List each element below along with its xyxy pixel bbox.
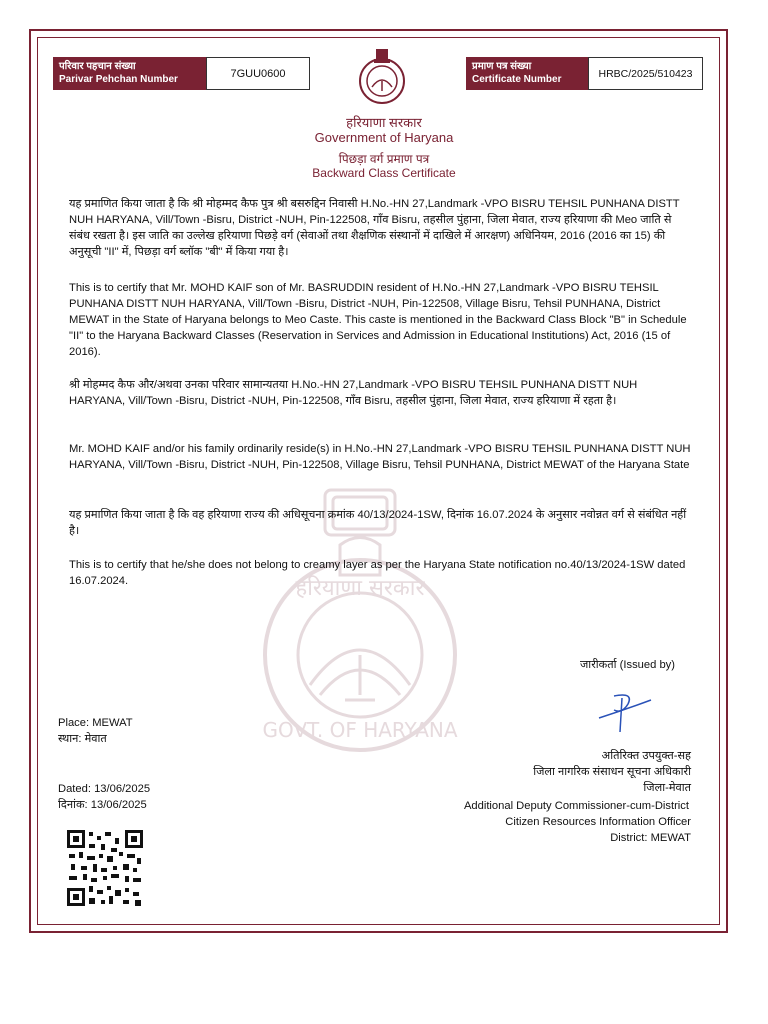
dated-hi: दिनांक: 13/06/2025 xyxy=(58,799,147,811)
issued-by: जारीकर्ता (Issued by) xyxy=(580,659,675,671)
cert-label-en: Certificate Number xyxy=(472,74,562,85)
para-2-en: Mr. MOHD KAIF and/or his family ordinarily reside(s) in H.No.-HN 27,Landmark -VPO BISRU TEHSIL PUNHANA DISTT NUH HARYANA, Vill/Town -Bisru, District -NUH, Pin-122508, Village Bisru, Tehsil PUNHANA, District MEWAT of the Haryana State xyxy=(69,443,691,471)
para-3-en: This is to certify that he/she does not belong to creamy layer as per the Haryana State notification no.40/13/2024-1SW dated 16.07.2024. xyxy=(69,559,686,587)
cert-label-hi: प्रमाण पत्र संख्या xyxy=(472,61,532,72)
ppn-label-en: Parivar Pehchan Number xyxy=(59,74,178,85)
officer-hi-2: जिला नागरिक संसाधन सूचना अधिकारी xyxy=(533,766,691,778)
officer-en-3: District: MEWAT xyxy=(610,832,691,844)
dated-en: Dated: 13/06/2025 xyxy=(58,783,151,795)
para-1-en: This is to certify that Mr. MOHD KAIF son of Mr. BASRUDDIN resident of H.No.-HN 27,Landmark -VPO BISRU TEHSIL PUNHANA DISTT NUH HARYANA, Vill/Town -Bisru, District -NUH, Pin-122508, Village Bisru, Tehsil PUNHANA, District MEWAT in the State of Haryana belongs to Meo Caste. This caste is mentioned in the Backward Class Block "B" in Schedule "II" to the Haryana Backward Classes (Reservation in Services and Admission in Educational Institutions) Act, 2016 (15 of 2016). xyxy=(69,282,687,358)
ppn-value: 7GUU0600 xyxy=(206,57,310,90)
gov-title-en: Government of Haryana xyxy=(314,130,454,145)
para-1-hi: यह प्रमाणित किया जाता है कि श्री मोहम्मद कैफ पुत्र श्री बसरुद्दिन निवासी H.No.-HN 27,Landmark -VPO BISRU TEHSIL PUNHANA DISTT NUH HARYANA, Vill/Town -Bisru, District -NUH, Pin-122508, गाँव Bisru, तहसील पुंहाना, जिला मेवात, राज्य हरियाणा की Meo जाति से संबंध रखता है। इस जाति का उल्लेख हरियाणा पिछड़े वर्ग (सेवाओं तथा शैक्षणिक संस्थानों में दाखिले में आरक्षण) अधिनियम, 2016 (2016 का 15) की अनुसूची "II" में, पिछड़ा वर्ग ब्लॉक "बी" में किया गया है। xyxy=(69,198,680,258)
cert-title-hi: पिछड़ा वर्ग प्रमाण पत्र xyxy=(338,152,430,166)
place-hi: स्थान: मेवात xyxy=(58,733,107,745)
officer-hi-3: जिला-मेवात xyxy=(643,782,691,794)
watermark-hi-text: हरियाणा सरकार xyxy=(295,576,425,601)
haryana-emblem-icon xyxy=(356,47,408,107)
cert-title-en: Backward Class Certificate xyxy=(312,166,456,180)
cert-label xyxy=(466,57,588,90)
para-3-hi: यह प्रमाणित किया जाता है कि वह हरियाणा राज्य की अधिसूचना क्रमांक 40/13/2024-1SW, दिनांक 16.07.2024 के अनुसार नवोन्नत वर्ग से संबंधित नहीं है। xyxy=(69,509,687,537)
ppn-label-hi: परिवार पहचान संख्या xyxy=(59,61,136,72)
place-en: Place: MEWAT xyxy=(58,717,133,729)
para-2-hi: श्री मोहम्मद कैफ और/अथवा उनका परिवार सामान्यतया H.No.-HN 27,Landmark -VPO BISRU TEHSIL PUNHANA DISTT NUH HARYANA, Vill/Town -Bisru, District -NUH, Pin-122508, गाँव Bisru, तहसील पुंहाना, जिला मेवात, राज्य हरियाणा में रहता है। xyxy=(69,379,638,407)
signature-icon xyxy=(594,688,656,736)
officer-en-2: Citizen Resources Information Officer xyxy=(505,816,691,828)
officer-en-1: Additional Deputy Commissioner-cum-District xyxy=(463,800,689,812)
qr-code-icon[interactable] xyxy=(67,830,143,906)
officer-hi-1: अतिरिक्त उपयुक्त-सह xyxy=(601,750,691,762)
cert-value: HRBC/2025/510423 xyxy=(588,57,703,90)
watermark-en-text: GOVT. OF HARYANA xyxy=(262,718,458,742)
gov-title-hi: हरियाणा सरकार xyxy=(346,115,422,130)
ppn-label xyxy=(53,57,206,90)
